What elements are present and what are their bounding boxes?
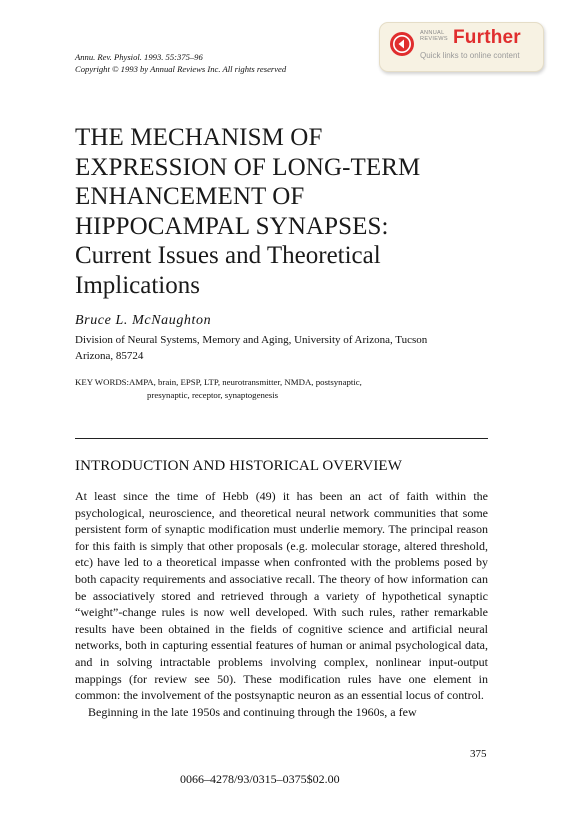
page-number: 375 — [470, 748, 487, 760]
body-text — [75, 488, 488, 720]
author-name: Bruce L. McNaughton — [75, 313, 212, 328]
subtitle-line: Implications — [75, 271, 200, 299]
section-heading: INTRODUCTION AND HISTORICAL OVERVIEW — [75, 458, 402, 474]
affiliation-line: Arizona, 85724 — [75, 349, 144, 362]
key-words — [75, 376, 495, 402]
key-words-line: presynaptic, receptor, synaptogenesis — [147, 390, 279, 400]
key-words-label: KEY WORDS: — [75, 377, 130, 387]
annual-reviews-further-badge[interactable] — [379, 22, 544, 72]
subtitle-line: Current Issues and Theoretical — [75, 242, 381, 269]
play-back-arrow-icon — [390, 32, 414, 56]
paragraph: Beginning in the late 1950s and continuing through the 1960s, a few — [88, 704, 417, 719]
annual-reviews-wordmark — [420, 30, 448, 43]
quick-links-tagline: Quick links to online content — [420, 51, 520, 60]
reviews-label: REVIEWS — [420, 36, 448, 43]
paragraph: At least since the time of Hebb (49) it has been an act of faith within the psychological, neuroscience, and theoretical neural network communities that some persistent form of synaptic modification must underlie memory. The principal reason for this faith is simply that other proposals (e.g. molecular storage, altered threshold, etc) have led to a theoretical impasse when confronted with the problems posed by both capacity requirements and associative recall. The theory of how information can be associatively stored and retrieved through a variety of hypothetical synaptic “weight”-change rules is now well developed. With such rules, rather remarkable results have been obtained in the fields of cognitive science and artificial neural networks, both in capturing essential features of human or animal psychological data, and in solving intractable problems involving complex, nonlinear input-output mappings (for review see 50). These modification rules have one element in common: the involvement of the postsynaptic neuron as an essential locus of control. — [75, 489, 488, 703]
article-title — [75, 123, 420, 300]
title-line: ENHANCEMENT OF — [75, 183, 305, 210]
author-affiliation — [75, 333, 495, 364]
divider-rule — [75, 438, 488, 439]
journal-citation — [75, 51, 286, 75]
key-words-line: AMPA, brain, EPSP, LTP, neurotransmitter, NMDA, postsynaptic, — [129, 377, 362, 387]
title-line: EXPRESSION OF LONG-TERM — [75, 153, 421, 181]
affiliation-line: Division of Neural Systems, Memory and Aging, University of Arizona, Tucson — [75, 334, 428, 346]
further-label: Further — [453, 27, 521, 48]
copyright-line: Copyright © 1993 by Annual Reviews Inc. All rights reserved — [75, 64, 287, 74]
article-code: 0066–4278/93/0315–0375$02.00 — [180, 772, 340, 786]
annual-label: ANNUAL — [420, 30, 445, 36]
title-line: HIPPOCAMPAL SYNAPSES: — [75, 212, 389, 240]
title-line: THE MECHANISM OF — [75, 124, 323, 151]
journal-citation-line: Annu. Rev. Physiol. 1993. 55:375–96 — [75, 52, 203, 62]
